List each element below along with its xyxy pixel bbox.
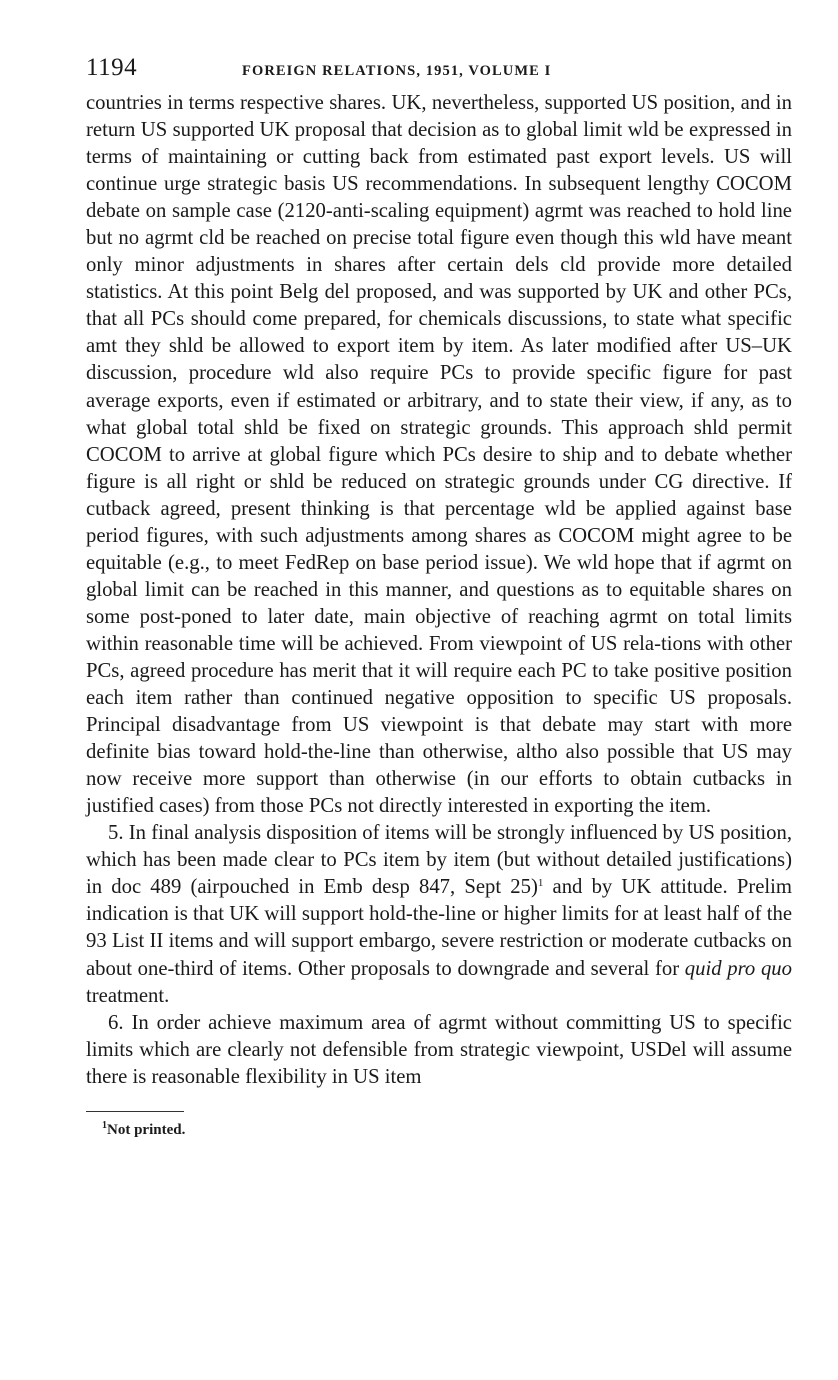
paragraph-6-text: 6. In order achieve maximum area of agrmt without committing US to specific limits which are clearly not defensible from strategic viewpoint, USDel will assume there is reasonable flexibility in US item bbox=[86, 1011, 792, 1088]
footnote bbox=[102, 1119, 792, 1139]
paragraph-continued bbox=[86, 90, 792, 820]
footnote-marker: 1 bbox=[102, 1119, 107, 1131]
footnote-text: Not printed. bbox=[107, 1121, 186, 1138]
footnote-reference: 1 bbox=[537, 877, 544, 890]
page-number: 1194 bbox=[86, 54, 138, 81]
running-title: FOREIGN RELATIONS, 1951, VOLUME I bbox=[242, 63, 552, 79]
footnote-divider bbox=[86, 1111, 184, 1112]
paragraph-6 bbox=[86, 1010, 792, 1091]
paragraph-5-text-c: treatment. bbox=[86, 984, 170, 1007]
paragraph-5 bbox=[86, 820, 792, 1009]
paragraph-continued-text: countries in terms respective shares. UK, nevertheless, supported US position, and in return US supported UK proposal that decision as to global limit wld be expressed in terms of maintaining or cutting back from estimated past export levels. US will continue urge strategic basis US recommendations. In subsequent lengthy COCOM debate on sample case (2120-anti-scaling equipment) agrmt was reached to hold line but no agrmt cld be reached on precise total figure even though this wld have meant only minor adjustments in shares after certain dels cld provide more detailed statistics. At this point Belg del proposed, and was supported by UK and other PCs, that all PCs should come prepared, for chemicals discussions, to state what specific amt they shld be allowed to export item by item. As later modified after US–UK discussion, procedure wld also require PCs to provide specific figure for past average exports, even if estimated or arbitrary, and to state their view, if any, as to what global total shld be fixed on strategic grounds. This approach shld permit COCOM to arrive at global figure which PCs desire to ship and to debate whether figure is all right or shld be reduced on strategic grounds under CG directive. If cutback agreed, present thinking is that percentage wld be applied against base period figures, with such adjustments among shares as COCOM might agree to be equitable (e.g., to meet FedRep on base period issue). We wld hope that if agrmt on global limit can be reached in this manner, and questions as to equitable shares on some post-poned to later date, main objective of reaching agrmt on total limits within reasonable time will be achieved. From viewpoint of US rela-tions with other PCs, agreed procedure has merit that it will require each PC to take positive position each item rather than continued negative opposition to specific US proposals. Principal disadvantage from US viewpoint is that debate may start with more definite bias toward hold-the-line than otherwise, altho also possible that US may now receive more support than otherwise (in our efforts to obtain cutbacks in justified cases) from those PCs not directly interested in exporting the item. bbox=[86, 92, 792, 818]
running-header bbox=[86, 50, 792, 90]
body-text bbox=[86, 90, 792, 1091]
paragraph-5-text-a: 5. In final analysis disposition of items will be strongly influenced by US position, which has been made clear to PCs item by item (but without detailed justifications) in doc 489 (airpouched in Emb desp 847, Sept 25) bbox=[86, 822, 792, 899]
paragraph-5-text-b: and by UK attitude. Prelim indication is that UK will support hold-the-line or higher limits for at least half of the 93 List II items and will support embargo, severe restriction or moderate cutbacks on about one-third of items. Other proposals to downgrade and several for bbox=[86, 876, 792, 980]
document-page bbox=[86, 50, 792, 1139]
paragraph-5-italic-phrase: quid pro quo bbox=[684, 957, 792, 980]
